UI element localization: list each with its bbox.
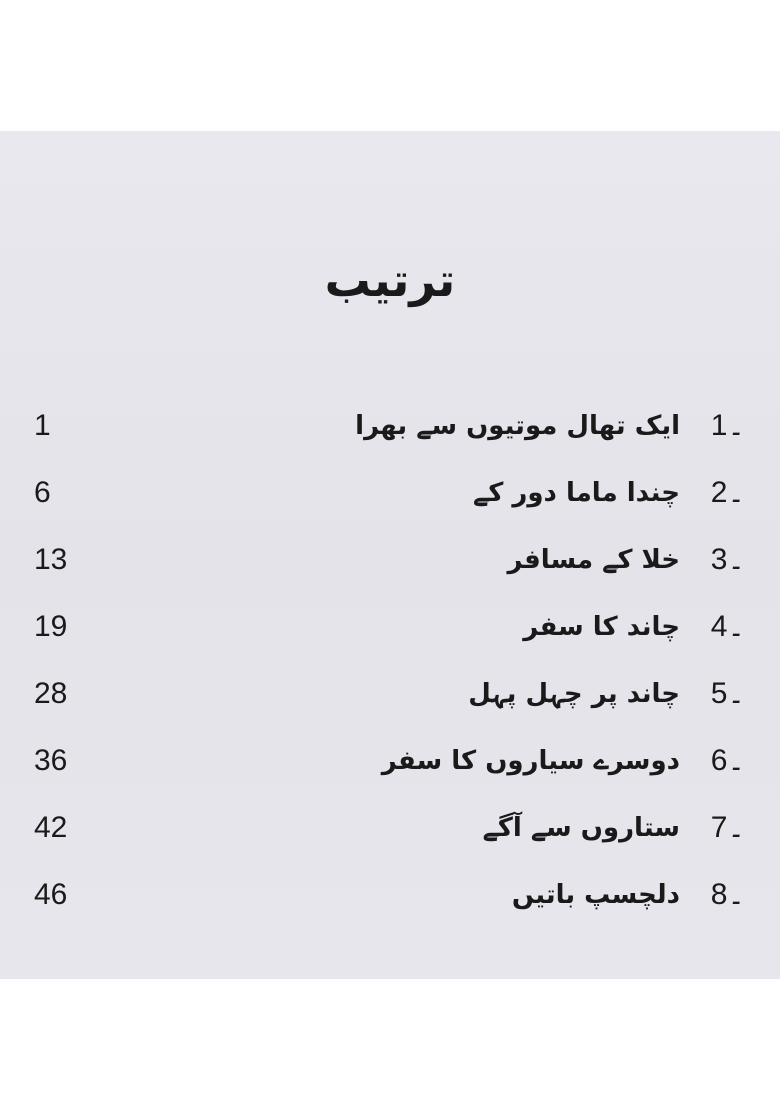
chapter-number: 6۔: [710, 744, 745, 777]
chapter-number: 1۔: [710, 409, 745, 442]
toc-row: [0, 736, 780, 786]
book-page: [0, 131, 780, 979]
chapter-number: 3۔: [710, 543, 745, 576]
chapter-title: چاند پر چہل پہل: [468, 679, 680, 709]
chapter-title: دوسرے سیاروں کا سفر: [381, 746, 680, 776]
chapter-number: 5۔: [710, 677, 745, 710]
toc-row: [0, 870, 780, 920]
toc-row: [0, 602, 780, 652]
chapter-number: 4۔: [710, 610, 745, 643]
toc-row: [0, 803, 780, 853]
page-number: 28: [34, 677, 68, 710]
page-number: 42: [34, 811, 68, 844]
page-number: 46: [34, 878, 68, 911]
toc-row: [0, 535, 780, 585]
chapter-title: ایک تھال موتیوں سے بھرا: [355, 411, 680, 441]
chapter-number: 2۔: [710, 476, 745, 509]
chapter-number: 7۔: [710, 811, 745, 844]
page-title: ترتیب: [324, 253, 456, 307]
chapter-title: دلچسپ باتیں: [511, 880, 680, 910]
page-number: 36: [34, 744, 68, 777]
chapter-title: چندا ماما دور کے: [473, 478, 680, 508]
page-number: 6: [34, 476, 51, 509]
toc-row: [0, 468, 780, 518]
toc-row: [0, 669, 780, 719]
chapter-title: چاند کا سفر: [523, 612, 680, 642]
toc-row: [0, 401, 780, 451]
page-number: 19: [34, 610, 68, 643]
chapter-title: ستاروں سے آگے: [482, 813, 680, 843]
chapter-title: خلا کے مسافر: [507, 545, 680, 575]
page-number: 1: [34, 409, 51, 442]
page-number: 13: [34, 543, 68, 576]
chapter-number: 8۔: [710, 878, 745, 911]
